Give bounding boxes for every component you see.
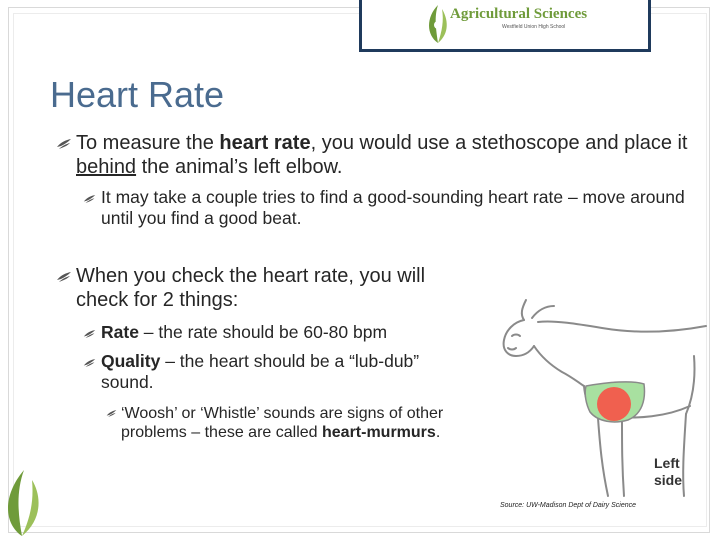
bullet-2-1 bbox=[101, 322, 481, 343]
leaf-logo-icon bbox=[2, 468, 44, 538]
left-side-line-1: Left bbox=[654, 455, 680, 471]
bullet-2-2-1-text-a: ‘Woosh’ or ‘Whistle’ sounds are signs of other problems – these are called bbox=[121, 405, 444, 442]
bullet-1-1 bbox=[101, 187, 691, 229]
bullet-2-2-1-text-b: . bbox=[435, 424, 441, 442]
wing-bullet-icon bbox=[106, 409, 117, 418]
bullet-2-1-text: – the rate should be 60-80 bpm bbox=[138, 322, 388, 342]
logo-title: Agricultural Sciences bbox=[450, 6, 588, 22]
heart-marker bbox=[597, 387, 631, 421]
left-side-line-2: side bbox=[654, 471, 683, 488]
header-logo-box bbox=[359, 0, 651, 52]
bullet-2-2-1-bold: heart-murmurs bbox=[322, 424, 436, 442]
bullet-2 bbox=[76, 264, 436, 312]
figure-source: Source: UW-Madison Dept of Dairy Science bbox=[500, 502, 637, 509]
wing-bullet-icon bbox=[56, 138, 72, 150]
bullet-2-1-bold: Rate bbox=[101, 322, 139, 342]
bullet-2-2-bold: Quality bbox=[101, 351, 161, 371]
bullet-2-2-1 bbox=[121, 404, 451, 442]
bullet-1 bbox=[76, 131, 696, 179]
wing-bullet-icon bbox=[83, 329, 96, 339]
slide-title: Heart Rate bbox=[50, 74, 225, 115]
bullet-1-underlined: behind bbox=[76, 156, 137, 178]
bullet-1-1-text: It may take a couple tries to find a good-sounding heart rate – move around until you find a good beat. bbox=[101, 187, 685, 228]
bullet-2-text: When you check the heart rate, you will check for 2 things: bbox=[76, 265, 426, 311]
bullet-1-text-c: the animal’s left elbow. bbox=[136, 156, 343, 178]
bullet-1-bold: heart rate bbox=[219, 132, 311, 154]
wing-bullet-icon bbox=[56, 271, 72, 283]
wing-bullet-icon bbox=[83, 358, 96, 368]
bullet-2-2-text: – the heart should be a “lub-dub” sound. bbox=[101, 351, 420, 392]
bullet-1-text-a: To measure the bbox=[76, 132, 220, 154]
bullet-2-2 bbox=[101, 351, 421, 393]
wing-bullet-icon bbox=[83, 194, 96, 204]
logo-subtitle: Westfield Union High School bbox=[502, 24, 566, 30]
leaf-logo-icon bbox=[424, 3, 452, 45]
left-side-label bbox=[654, 455, 682, 489]
bullet-1-text-b: , you would use a stethoscope and place it bbox=[310, 132, 688, 154]
